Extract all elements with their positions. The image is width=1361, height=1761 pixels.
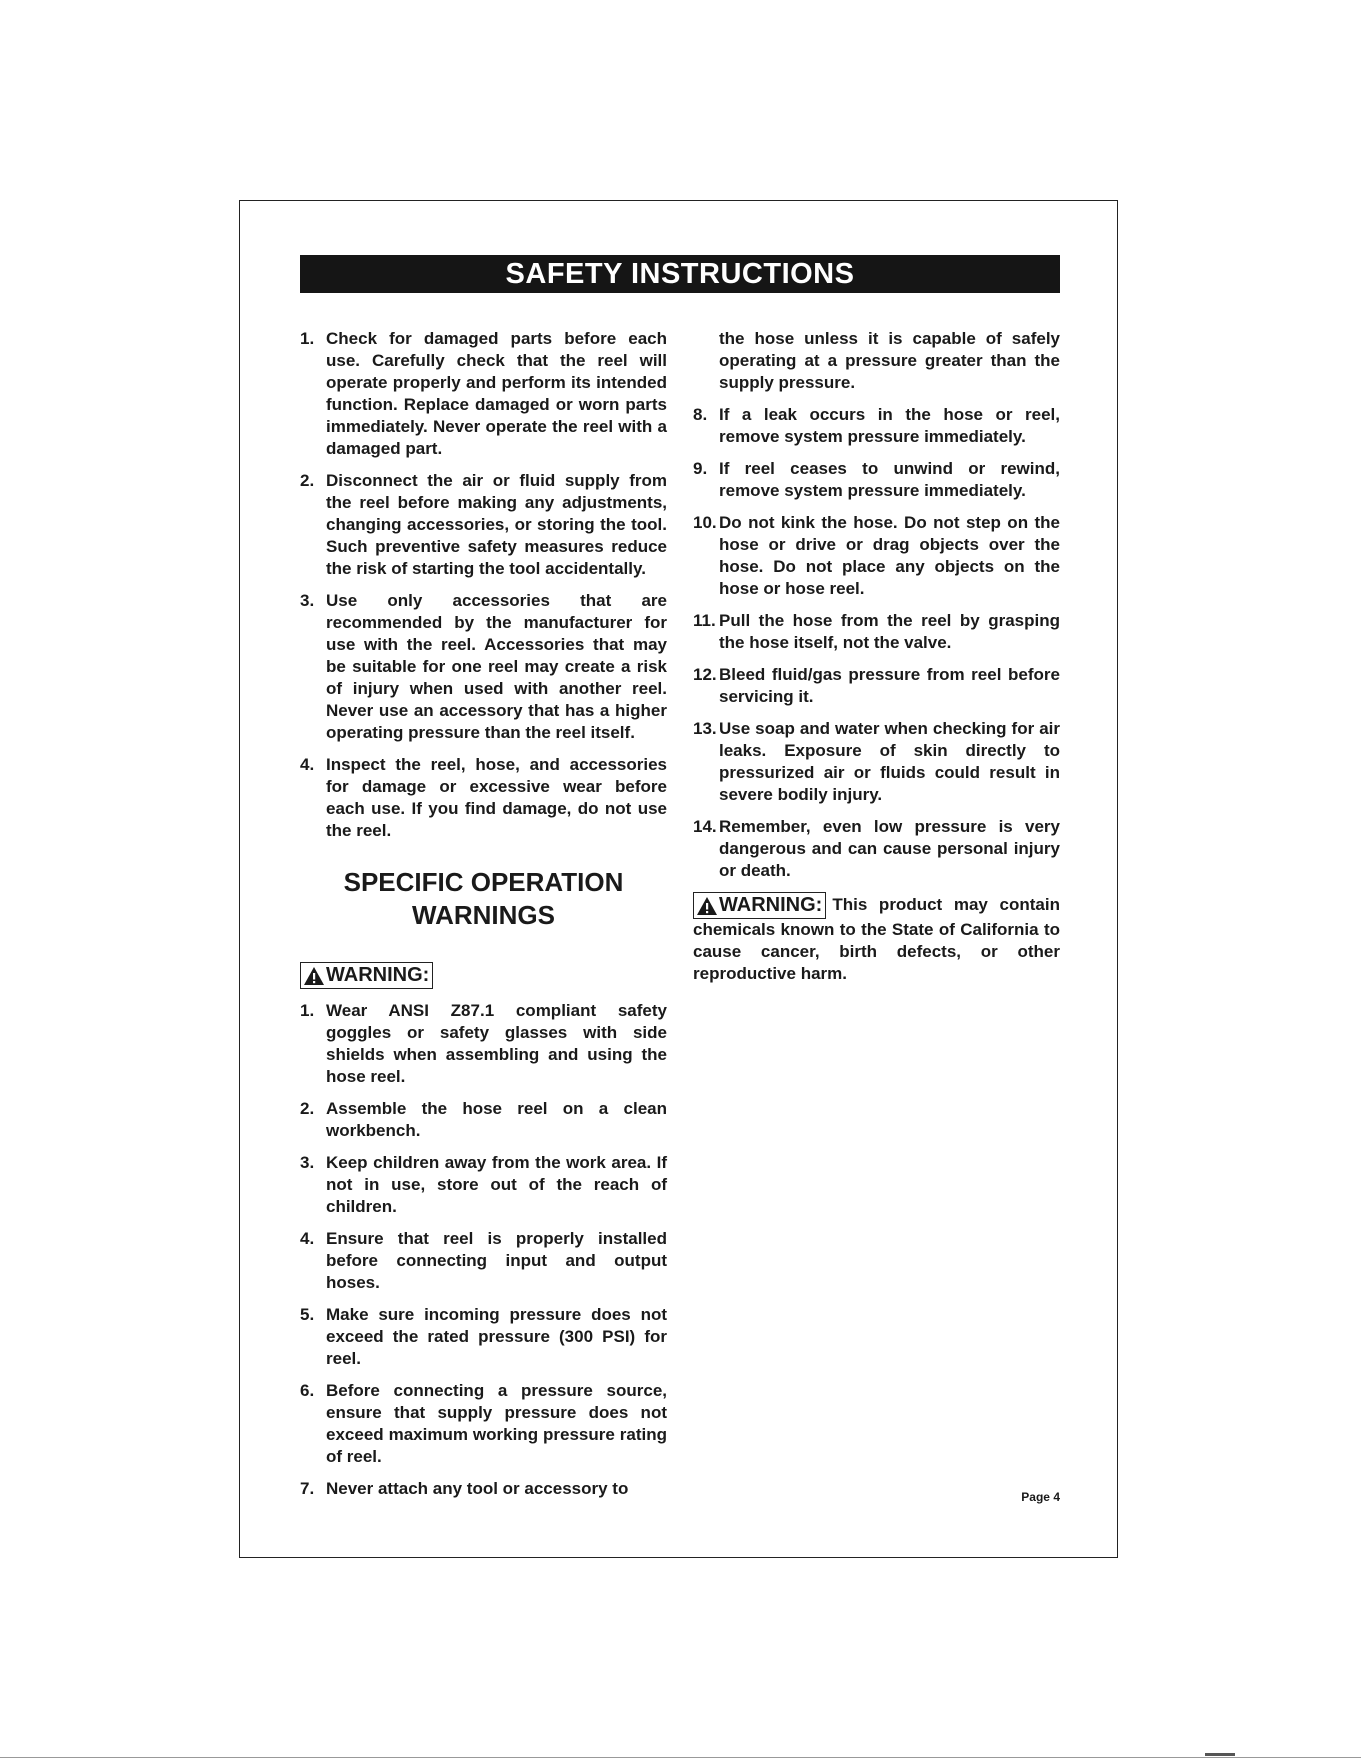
right-column [693,328,1060,985]
list-item [300,1152,667,1218]
item-number: 6. [300,1380,315,1400]
item-number: 2. [300,471,315,490]
item-text: Keep children away from the work area. If not in use, store out of the reach of children. [326,1152,667,1216]
item-number: 1. [300,1000,315,1020]
item-number: 3. [300,591,315,610]
list-item [693,718,1060,806]
item-number: 8. [693,405,708,424]
item-text: If reel ceases to unwind or rewind, remove system pressure immediately. [719,459,1060,500]
item-number: 7. [300,1478,315,1498]
item-text: Assemble the hose reel on a clean workbench. [326,1098,667,1140]
item-text: Make sure incoming pressure does not exceed the rated pressure (300 PSI) for reel. [326,1304,667,1368]
list-item [300,1304,667,1370]
item-text: Do not kink the hose. Do not step on the hose or drive or drag objects over the hose. Do not place any objects on the hose or hose reel. [719,513,1060,598]
list-item [300,590,667,744]
page-number: Page 4 [1021,1490,1060,1504]
warning-triangle-icon [696,896,718,916]
list-item [300,470,667,580]
item-text: Before connecting a pressure source, ensure that supply pressure does not exceed maximum working pressure rating of reel. [326,1380,667,1466]
page-title: SAFETY INSTRUCTIONS [300,255,1060,293]
list-item [693,512,1060,600]
item-text: Disconnect the air or fluid supply from the reel before making any adjustments, changing accessories, or storing the tool. Such preventive safety measures reduce the risk of starting the tool accidentally. [326,471,667,578]
item-number: 12. [693,665,717,684]
item-number: 4. [300,755,315,774]
item-text: Remember, even low pressure is very dangerous and can cause personal injury or death. [719,817,1060,880]
list-item [300,754,667,842]
bottom-divider [0,1757,1361,1758]
left-column [300,328,667,1510]
list-item [693,404,1060,448]
item-text: Never attach any tool or accessory to [326,1478,629,1498]
bottom-mark [1205,1753,1235,1756]
item-text: If a leak occurs in the hose or reel, remove system pressure immediately. [719,405,1060,446]
item-number: 2. [300,1098,315,1118]
item-number: 4. [300,1228,315,1248]
item-number: 13. [693,719,717,738]
item-continuation: the hose unless it is capable of safely operating at a pressure greater than the supply pressure. [719,329,1060,392]
list-item [300,1478,667,1500]
item-text: Bleed fluid/gas pressure from reel before servicing it. [719,665,1060,706]
list-item [300,1000,667,1088]
list-item [300,1228,667,1294]
item-number: 3. [300,1152,315,1172]
item-text: Check for damaged parts before each use. Carefully check that the reel will operate properly and perform its intended function. Replace damaged or worn parts immediately. Never operate the reel with a damaged part. [326,329,667,458]
item-number: 5. [300,1304,315,1324]
general-safety-list [300,328,667,842]
list-item [693,458,1060,502]
section-heading: SPECIFIC OPERATION WARNINGS [343,867,624,930]
specific-warnings-list [300,1000,667,1500]
list-item [693,816,1060,882]
warning-triangle-icon [303,966,325,986]
item-number: 1. [300,329,315,348]
item-text: Pull the hose from the reel by grasping the hose itself, not the valve. [719,611,1060,652]
item-number: 10. [693,513,717,532]
item-text: Ensure that reel is properly installed before connecting input and output hoses. [326,1228,667,1292]
item-text: Use soap and water when checking for air leaks. Exposure of skin directly to pressurized air or fluids could result in severe bodily injury. [719,719,1060,804]
warning-badge [693,892,826,919]
list-item [300,1380,667,1468]
item-number: 14. [693,817,717,836]
list-item [300,1098,667,1142]
warning-badge [300,962,433,989]
item-number: 11. [693,611,716,630]
item-text: Inspect the reel, hose, and accessories for damage or excessive wear before each use. If you find damage, do not use the reel. [326,755,667,840]
item-text: Use only accessories that are recommended by the manufacturer for use with the reel. Accessories that may be suitable for one reel may create a risk of injury when used with another reel. Never use an accessory that has a higher operating pressure than the reel itself. [326,591,667,742]
warning-label-block [300,962,667,992]
california-warning [693,892,1060,985]
warning-label: WARNING: [326,964,430,986]
warning-label: WARNING: [719,894,823,916]
item-text: Wear ANSI Z87.1 compliant safety goggles or safety glasses with side shields when assembling and using the hose reel. [326,1000,667,1086]
list-item [693,610,1060,654]
list-item [693,664,1060,708]
california-warning-text: This product may contain chemicals known to the State of California to cause cancer, birth defects, or other reproductive harm. [693,894,1060,983]
specific-warnings-list-continued [693,404,1060,882]
item-number: 9. [693,459,708,478]
list-item [300,328,667,460]
